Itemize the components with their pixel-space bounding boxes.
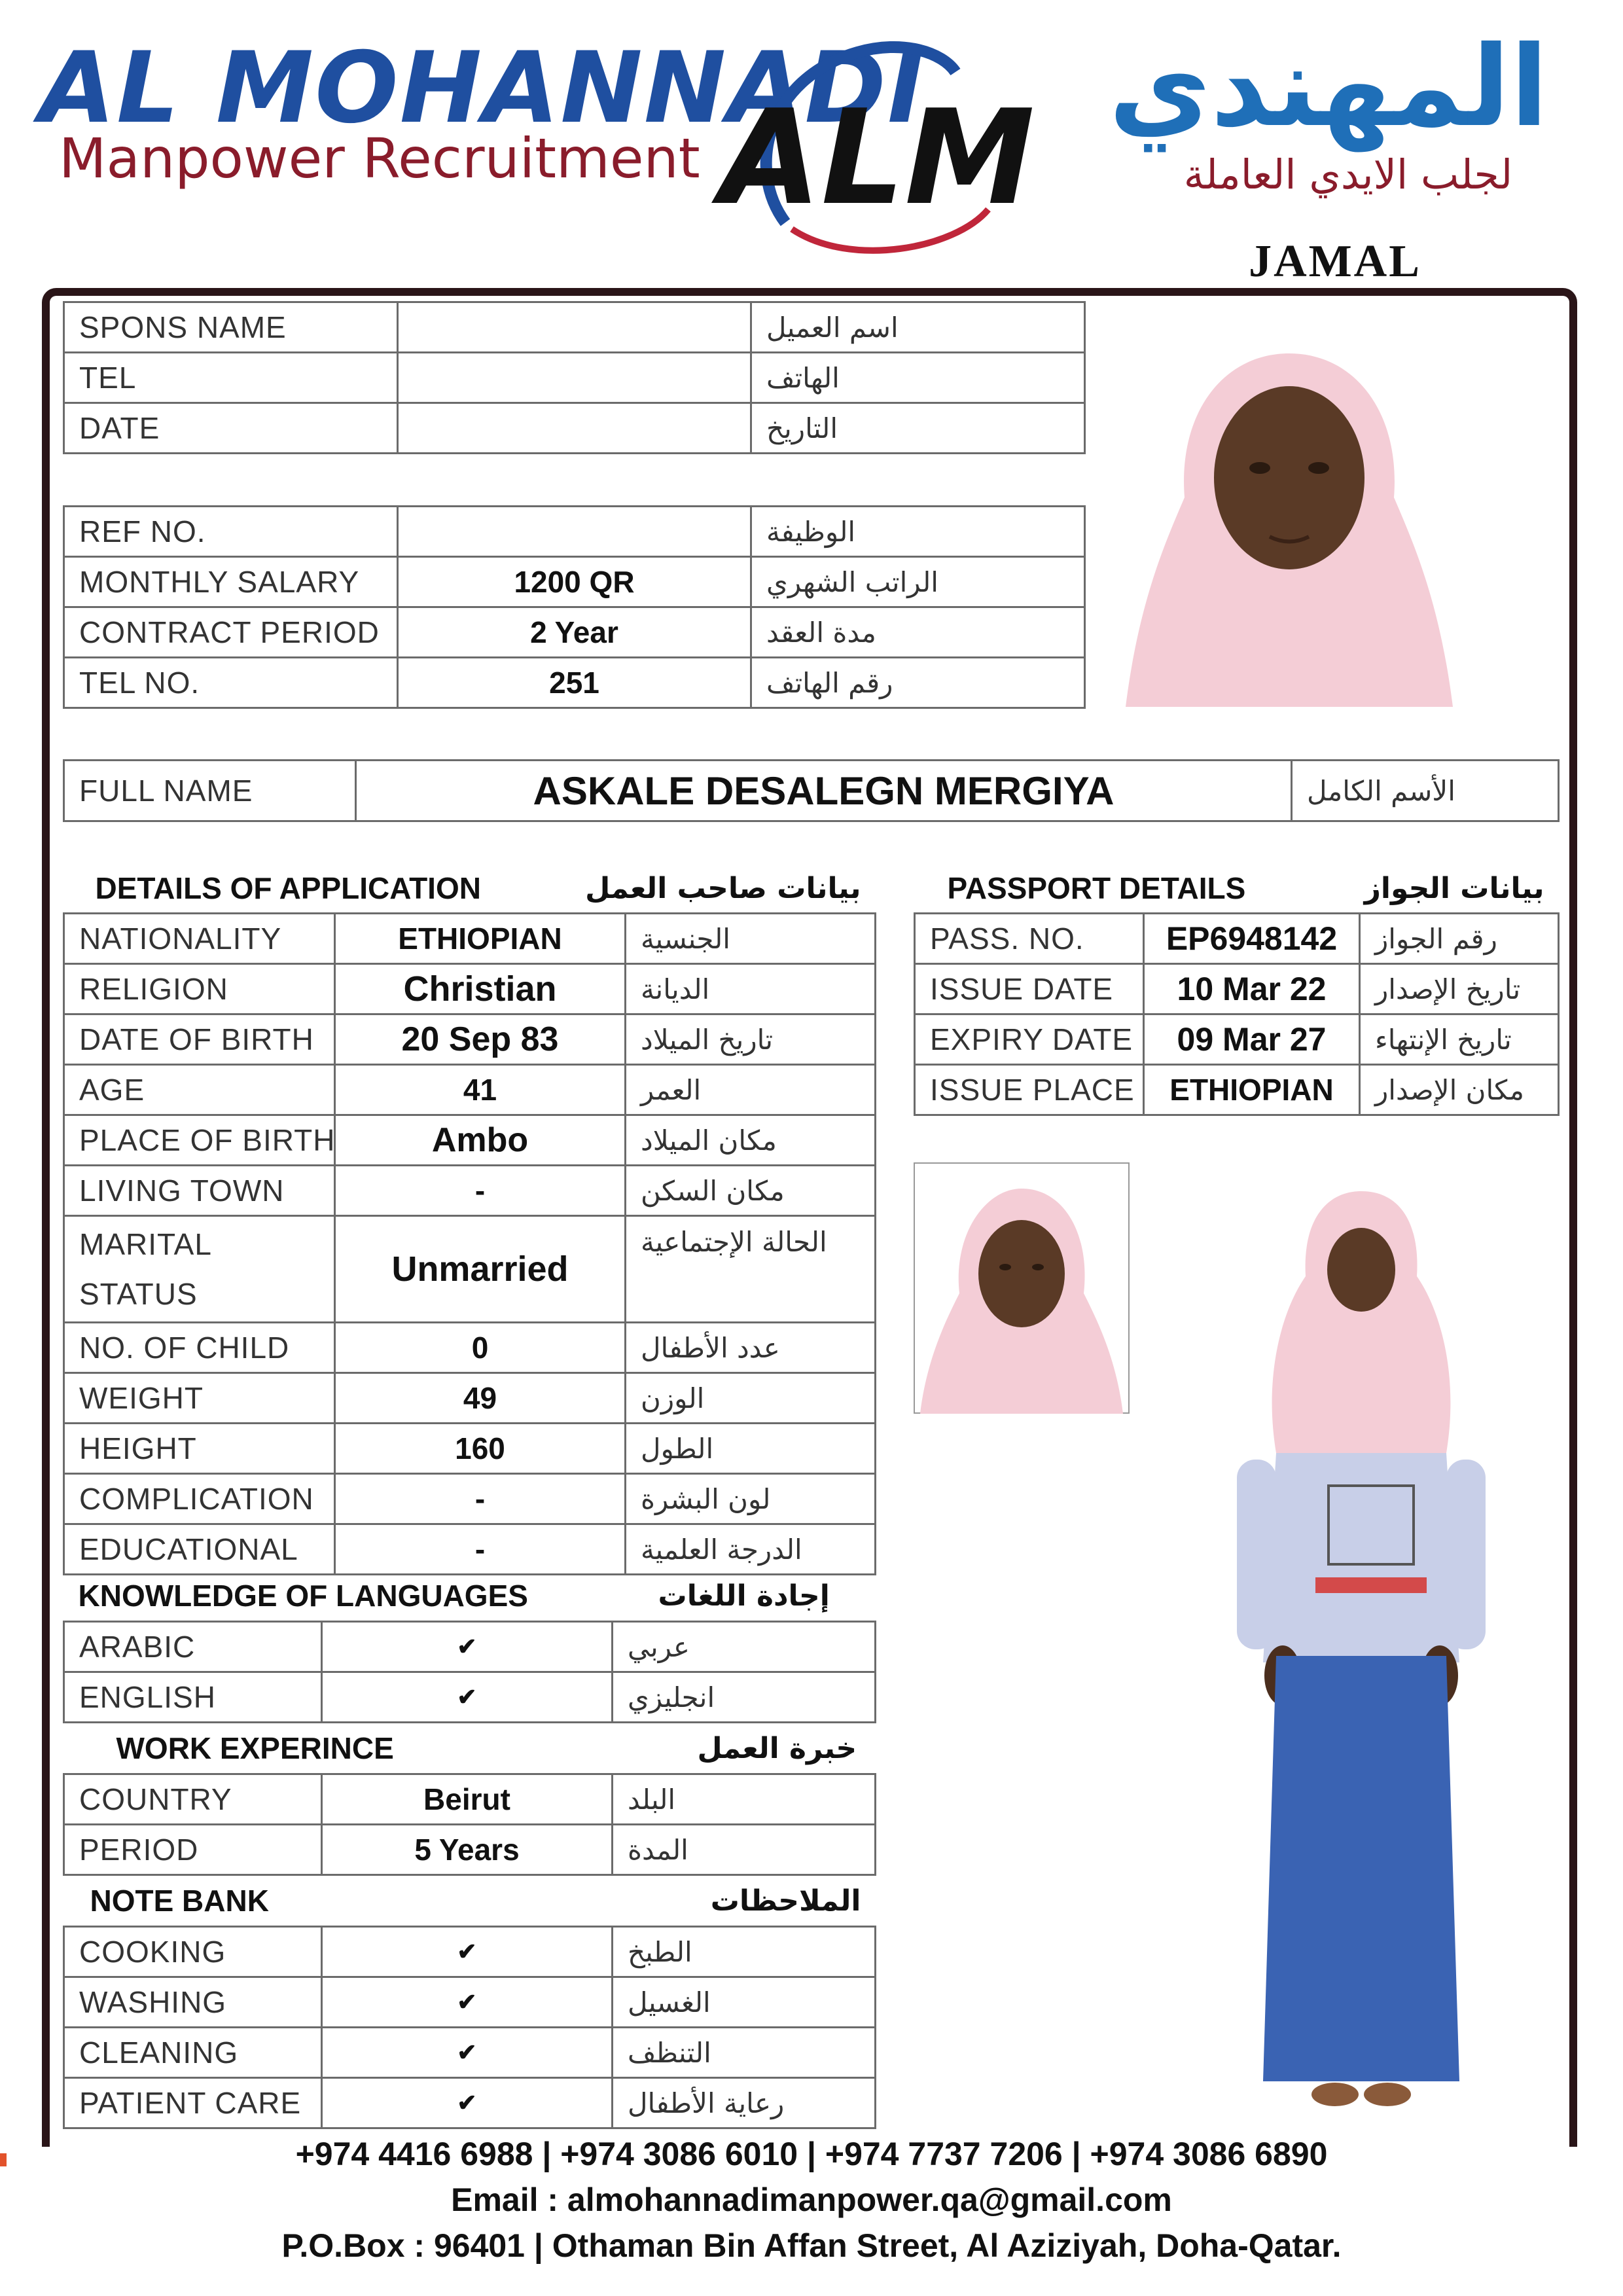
- salary-value: 1200 QR: [398, 557, 751, 607]
- contract-value: 2 Year: [398, 607, 751, 658]
- table-row: [64, 761, 1559, 821]
- section-header: [64, 1723, 876, 1774]
- religion-value: Christian: [335, 964, 626, 1014]
- full-name-table: [63, 759, 1560, 822]
- field-label-ar: الحالة الإجتماعية: [626, 1216, 876, 1323]
- field-label: TEL: [64, 353, 398, 403]
- sponsor-tel-field[interactable]: [398, 353, 751, 403]
- brand-name-ar: المهندي: [1109, 22, 1548, 152]
- table-row: [64, 1672, 876, 1723]
- field-label-ar: الهاتف: [751, 353, 1085, 403]
- passport-table: [914, 864, 1560, 1116]
- field-label: NO. OF CHILD: [64, 1323, 335, 1373]
- field-label: CONTRACT PERIOD: [64, 607, 398, 658]
- section-header: [64, 864, 876, 914]
- field-label-ar: التاريخ: [751, 403, 1085, 454]
- field-label-ar: مكان السكن: [626, 1166, 876, 1216]
- field-label: WASHING: [64, 1977, 322, 2028]
- table-row: [64, 1216, 876, 1323]
- children-value: 0: [335, 1323, 626, 1373]
- check-icon: ✔: [322, 1672, 613, 1723]
- table-row: [915, 1065, 1559, 1115]
- field-label: COUNTRY: [64, 1774, 322, 1825]
- section-title: NOTE BANK: [90, 1884, 269, 1918]
- field-label-ar: الجنسية: [626, 914, 876, 964]
- field-label: LIVING TOWN: [64, 1166, 335, 1216]
- table-row: [64, 1323, 876, 1373]
- field-label-ar: المدة: [613, 1825, 876, 1875]
- table-row: [64, 1115, 876, 1166]
- section-title-ar: بيانات صاحب العمل: [626, 864, 876, 914]
- field-label: FULL NAME: [64, 761, 356, 821]
- field-label-ar: الأسم الكامل: [1292, 761, 1559, 821]
- check-icon: ✔: [322, 2078, 613, 2128]
- field-label-ar: الوزن: [626, 1373, 876, 1424]
- field-label-ar: البلد: [613, 1774, 876, 1825]
- table-row: [64, 1622, 876, 1672]
- table-row: [64, 302, 1085, 353]
- field-label: HEIGHT: [64, 1424, 335, 1474]
- field-label: DATE OF BIRTH: [64, 1014, 335, 1065]
- table-row: [64, 1474, 876, 1524]
- height-value: 160: [335, 1424, 626, 1474]
- footer-email[interactable]: Email : almohannadimanpower.qa@gmail.com: [451, 2181, 1172, 2218]
- field-label: WEIGHT: [64, 1373, 335, 1424]
- field-label-ar: تاريخ الإصدار: [1360, 964, 1559, 1014]
- passport-number-value: EP6948142: [1144, 914, 1360, 964]
- country-value: Beirut: [322, 1774, 613, 1825]
- field-label-ar: رقم الجواز: [1360, 914, 1559, 964]
- table-row: [64, 607, 1085, 658]
- field-label: DATE: [64, 403, 398, 454]
- section-header: [64, 1571, 876, 1622]
- sponsor-date-field[interactable]: [398, 403, 751, 454]
- field-label-ar: تاريخ الإنتهاء: [1360, 1014, 1559, 1065]
- table-row: [64, 914, 876, 964]
- issue-place-value: ETHIOPIAN: [1144, 1065, 1360, 1115]
- field-label: RELIGION: [64, 964, 335, 1014]
- table-row: [64, 1524, 876, 1575]
- company-logo: [707, 26, 1060, 262]
- field-label-ar: عدد الأطفال: [626, 1323, 876, 1373]
- field-label: PLACE OF BIRTH: [64, 1115, 335, 1166]
- weight-value: 49: [335, 1373, 626, 1424]
- full-name-value: ASKALE DESALEGN MERGIYA: [356, 761, 1292, 821]
- footer-address: P.O.Box : 96401 | Othaman Bin Affan Street, Al Aziziyah, Doha-Qatar.: [281, 2227, 1342, 2264]
- section-title-ar: بيانات الجواز: [1360, 864, 1559, 914]
- field-label: [64, 1216, 335, 1323]
- check-icon: ✔: [322, 1927, 613, 1977]
- section-title-ar: خبرة العمل: [697, 1731, 857, 1765]
- field-label-ar: التنظف: [613, 2028, 876, 2078]
- check-icon: ✔: [322, 1977, 613, 2028]
- field-label-ar: عربي: [613, 1622, 876, 1672]
- field-label-ar: الطبخ: [613, 1927, 876, 1977]
- field-label-ar: مدة العقد: [751, 607, 1085, 658]
- sponsor-name-field[interactable]: [398, 302, 751, 353]
- education-value: -: [335, 1524, 626, 1575]
- field-label: PATIENT CARE: [64, 2078, 322, 2128]
- issue-date-value: 10 Mar 22: [1144, 964, 1360, 1014]
- section-title: WORK EXPERINCE: [116, 1731, 394, 1765]
- period-value: 5 Years: [322, 1825, 613, 1875]
- table-row: [64, 557, 1085, 607]
- table-row: [915, 1014, 1559, 1065]
- marital-label-line2: STATUS: [79, 1277, 198, 1311]
- section-title: DETAILS OF APPLICATION: [64, 864, 626, 914]
- field-label: MONTHLY SALARY: [64, 557, 398, 607]
- expiry-date-value: 09 Mar 27: [1144, 1014, 1360, 1065]
- table-row: [64, 1927, 876, 1977]
- table-row: [64, 1977, 876, 2028]
- brand-subtitle-en: Manpower Recruitment: [59, 126, 700, 190]
- section-title-ar: الملاحظات: [710, 1884, 861, 1918]
- section-header: [915, 864, 1559, 914]
- sponsor-table: [63, 301, 1086, 454]
- field-label-ar: الطول: [626, 1424, 876, 1474]
- section-title: PASSPORT DETAILS: [915, 864, 1360, 914]
- field-label: ISSUE PLACE: [915, 1065, 1144, 1115]
- field-label: EDUCATIONAL: [64, 1524, 335, 1575]
- full-body-photo: [1152, 1178, 1544, 2127]
- field-label-ar: الدرجة العلمية: [626, 1524, 876, 1575]
- marital-label-line1: MARITAL: [79, 1227, 212, 1261]
- field-label: PERIOD: [64, 1825, 322, 1875]
- field-label-ar: انجليزي: [613, 1672, 876, 1723]
- marital-status-value: Unmarried: [335, 1216, 626, 1323]
- table-row: [64, 507, 1085, 557]
- table-row: [64, 1373, 876, 1424]
- languages-table: [63, 1571, 876, 2129]
- field-label-ar: مكان الميلاد: [626, 1115, 876, 1166]
- table-row: [64, 1166, 876, 1216]
- table-row: [64, 1825, 876, 1875]
- field-label: ENGLISH: [64, 1672, 322, 1723]
- field-label-ar: الوظيفة: [751, 507, 1085, 557]
- field-label-ar: تاريخ الميلاد: [626, 1014, 876, 1065]
- dob-value: 20 Sep 83: [335, 1014, 626, 1065]
- passport-photo: [914, 1162, 1130, 1414]
- field-label-ar: العمر: [626, 1065, 876, 1115]
- field-label: SPONS NAME: [64, 302, 398, 353]
- footer-phones: +974 4416 6988 | +974 3086 6010 | +974 7737 7206 | +974 3086 6890: [295, 2136, 1328, 2172]
- field-label: PASS. NO.: [915, 914, 1144, 964]
- logo-text: ALM: [720, 82, 1035, 234]
- table-row: [64, 1065, 876, 1115]
- table-row: [64, 1424, 876, 1474]
- table-row: [64, 353, 1085, 403]
- brand-name-en: AL MOHANNADI: [39, 31, 925, 145]
- brand-subtitle-ar: لجلب الايدي العاملة: [1183, 151, 1513, 198]
- tel-no-value: 251: [398, 658, 751, 708]
- check-icon: ✔: [322, 2028, 613, 2078]
- table-row: [915, 914, 1559, 964]
- table-row: [64, 658, 1085, 708]
- living-town-value: -: [335, 1166, 626, 1216]
- field-label-ar: الغسيل: [613, 1977, 876, 2028]
- field-label: ARABIC: [64, 1622, 322, 1672]
- section-title-ar: إجادة اللغات: [658, 1579, 830, 1613]
- place-of-birth-value: Ambo: [335, 1115, 626, 1166]
- field-label-ar: لون البشرة: [626, 1474, 876, 1524]
- table-row: [64, 964, 876, 1014]
- field-label-ar: مكان الإصدار: [1360, 1065, 1559, 1115]
- field-label-ar: الراتب الشهري: [751, 557, 1085, 607]
- field-label: COOKING: [64, 1927, 322, 1977]
- field-label-ar: رعاية الأطفال: [613, 2078, 876, 2128]
- age-value: 41: [335, 1065, 626, 1115]
- table-row: [64, 403, 1085, 454]
- application-table: [63, 864, 876, 1575]
- field-label: CLEANING: [64, 2028, 322, 2078]
- nationality-value: ETHIOPIAN: [335, 914, 626, 964]
- field-label-ar: اسم العميل: [751, 302, 1085, 353]
- section-title: KNOWLEDGE OF LANGUAGES: [78, 1579, 528, 1613]
- ref-no-field: [398, 507, 751, 557]
- agent-name: JAMAL: [1249, 236, 1421, 287]
- field-label: EXPIRY DATE: [915, 1014, 1144, 1065]
- field-label: TEL NO.: [64, 658, 398, 708]
- field-label: REF NO.: [64, 507, 398, 557]
- field-label-ar: رقم الهاتف: [751, 658, 1085, 708]
- portrait-photo: [1113, 327, 1466, 707]
- field-label: COMPLICATION: [64, 1474, 335, 1524]
- complexion-value: -: [335, 1474, 626, 1524]
- table-row: [64, 1774, 876, 1825]
- table-row: [64, 2078, 876, 2128]
- field-label: AGE: [64, 1065, 335, 1115]
- field-label: NATIONALITY: [64, 914, 335, 964]
- job-table: [63, 505, 1086, 709]
- table-row: [64, 2028, 876, 2078]
- check-icon: ✔: [322, 1622, 613, 1672]
- field-label: ISSUE DATE: [915, 964, 1144, 1014]
- section-header: [64, 1875, 876, 1927]
- table-row: [64, 1014, 876, 1065]
- table-row: [915, 964, 1559, 1014]
- field-label-ar: الديانة: [626, 964, 876, 1014]
